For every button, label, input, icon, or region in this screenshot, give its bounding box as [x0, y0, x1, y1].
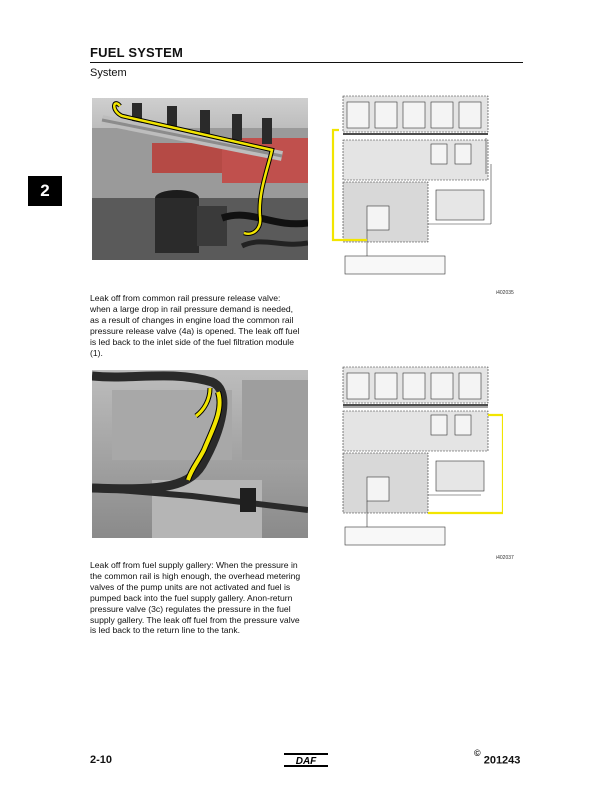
image-code-2: i402037 — [496, 555, 514, 561]
image-code-1: i402035 — [496, 290, 514, 296]
daf-logo-text: DAF — [295, 756, 317, 767]
page-title: FUEL SYSTEM — [90, 45, 183, 60]
paragraph-rail-pressure-release: Leak off from common rail pressure release valve: when a large drop in rail pressure demand is needed, as a result of changes in engine load the common rail pressure release valve (4a) is opened. The leak off fuel is led back to the inlet side of the fuel filtration module (1). — [90, 293, 300, 358]
engine-photo-common-rail — [92, 98, 308, 260]
copyright — [474, 748, 521, 767]
fuel-system-schematic-1 — [331, 94, 503, 278]
page-number: 2-10 — [90, 754, 113, 766]
edition-number: 201243 — [483, 754, 521, 767]
fuel-system-schematic-2 — [331, 365, 503, 549]
page-subtitle: System — [90, 67, 127, 79]
engine-photo-fuel-gallery — [92, 370, 308, 538]
daf-logo — [284, 752, 328, 773]
header-rule — [90, 62, 523, 63]
copyright-symbol: © — [474, 748, 481, 758]
paragraph-fuel-supply-gallery: Leak off from fuel supply gallery: When the pressure in the common rail is high enough, the overhead metering valves of the pump units are not activated and fuel is pumped back into the fuel supply gallery. Anon-return pressure valve (3c) regulates the pressure in the fuel supply gallery. The leak off fuel from the pressure valve is led back to the return line to the tank. — [90, 560, 301, 636]
chapter-tab: 2 — [28, 176, 62, 206]
